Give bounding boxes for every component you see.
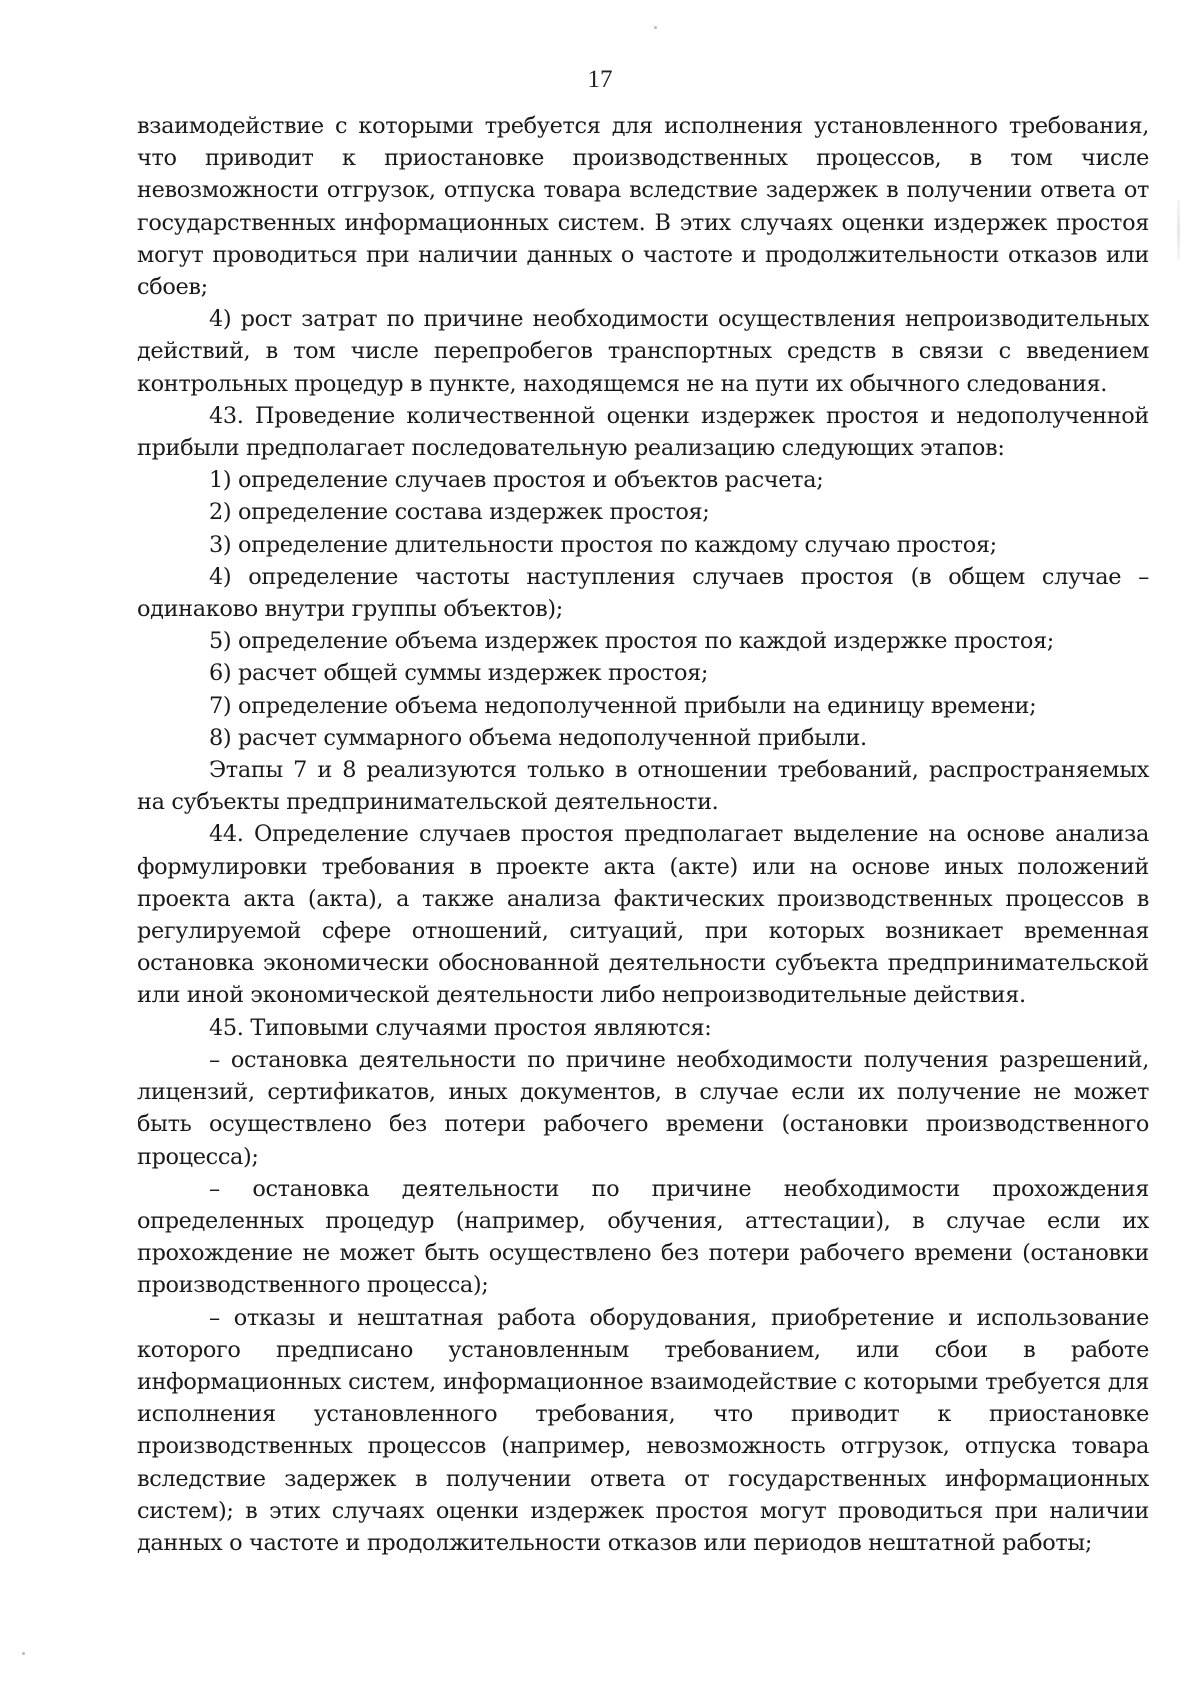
scan-edge-mark [1177,200,1180,260]
paragraph-44: 44. Определение случаев простоя предполагает выделение на основе анализа формулировки требования в проекте акта (акте) или на основе иных положений проекта акта (акта), а также анализа фактических производственных процессов в регулируемой сфере отношений, ситуаций, при которых возникает временная остановка экономически обоснованной деятельности субъекта предпринимательской или иной экономической деятельности либо непроизводительные действия. [137,821,1149,1009]
list-item-stage-3: 3) определение длительности простоя по каждому случаю простоя; [209,531,997,558]
list-item-downtime-permits: – остановка деятельности по причине необходимости получения разрешений, лицензий, сертификатов, иных документов, в случае если их получение не может быть осуществлено без потери рабочего времени (остановки производственного процесса); [137,1046,1149,1170]
list-item-downtime-equipment: – отказы и нештатная работа оборудования, приобретение и использование которого предписано установленным требованием, или сбои в работе информационных систем, информационное взаимодействие с которыми требуется для исполнения установленного требования, что приводит к приостановке производственных процессов (например, невозможность отгрузок, отпуска товара вследствие задержек в получении ответа от государственных информационных систем); в этих случаях оценки издержек простоя могут проводиться при наличии данных о частоте и продолжительности отказов или периодов нештатной работы; [137,1304,1149,1556]
paragraph-item-4-cost-growth: 4) рост затрат по причине необходимости осуществления непроизводительных действий, в том числе перепробегов транспортных средств в связи с введением контрольных процедур в пункте, находящемся не на пути их обычного следования. [137,306,1149,397]
list-item-stage-7: 7) определение объема недополученной прибыли на единицу времени; [209,692,1037,719]
list-item-stage-6: 6) расчет общей суммы издержек простоя; [209,660,709,687]
paragraph-43: 43. Проведение количественной оценки издержек простоя и недополученной прибыли предполагает последовательную реализацию следующих этапов: [137,402,1149,462]
list-item-stage-1: 1) определение случаев простоя и объектов расчета; [209,467,824,494]
scan-dot [22,1652,25,1655]
document-body [137,110,1149,1559]
list-item-stage-8: 8) расчет суммарного объема недополученной прибыли. [209,724,867,751]
paragraph-stages-note: Этапы 7 и 8 реализуются только в отношении требований, распространяемых на субъекты предпринимательской деятельности. [137,757,1149,816]
list-item-downtime-procedures: – остановка деятельности по причине необходимости прохождения определенных процедур (например, обучения, аттестации), в случае если их прохождение не может быть осуществлено без потери рабочего времени (остановки производственного процесса); [137,1175,1149,1299]
scan-dot [654,26,657,29]
paragraph-45: 45. Типовыми случаями простоя являются: [209,1014,712,1041]
list-item-stage-5: 5) определение объема издержек простоя по каждой издержке простоя; [209,628,1054,655]
list-item-stage-4: 4) определение частоты наступления случаев простоя (в общем случае – одинаково внутри группы объектов); [137,563,1149,623]
list-item-stage-2: 2) определение состава издержек простоя; [209,499,710,526]
page-number: 17 [587,66,613,93]
paragraph-continuation: взаимодействие с которыми требуется для исполнения установленного требования, что приводит к приостановке производственных процессов, в том числе невозможности отгрузок, отпуска товара вследствие задержек в получении ответа от государственных информационных систем. В этих случаях оценки издержек простоя могут проводиться при наличии данных о частоте и продолжительности отказов или сбоев; [137,113,1149,301]
